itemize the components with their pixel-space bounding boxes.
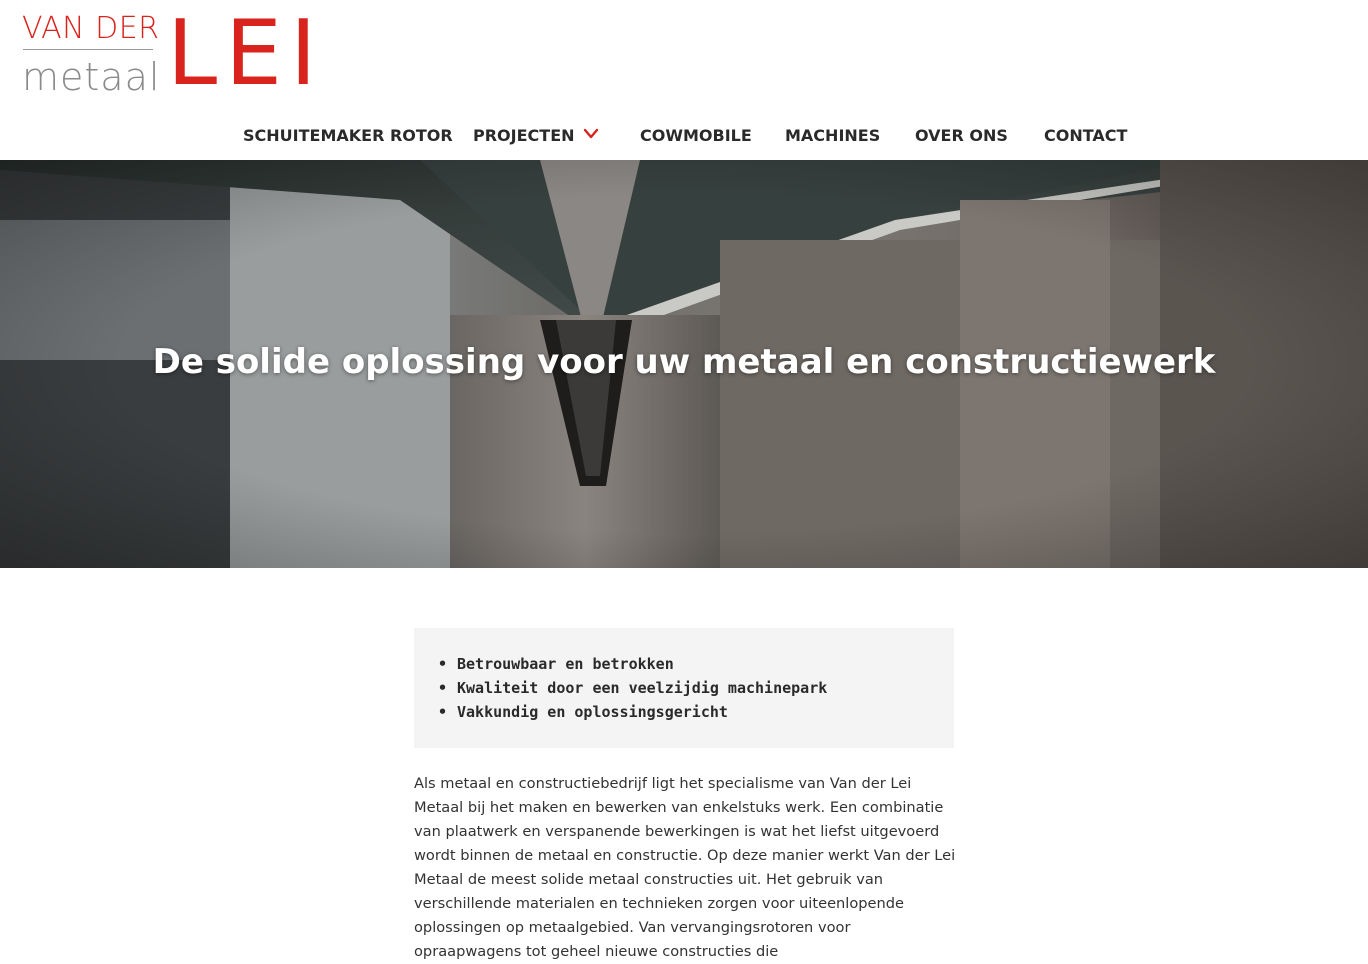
usp-item <box>438 700 930 724</box>
usp-item <box>438 652 930 676</box>
logo-divider <box>23 49 153 50</box>
site-logo[interactable] <box>22 1 325 106</box>
bullet-icon: • <box>438 679 448 697</box>
usp-text: Betrouwbaar en betrokken <box>457 655 674 673</box>
usp-list <box>438 652 930 724</box>
hero-title: De solide oplossing voor uw metaal en constructiewerk <box>152 342 1216 382</box>
nav-item-contact[interactable]: CONTACT <box>1044 126 1128 145</box>
usp-text: Kwaliteit door een veelzijdig machinepark <box>457 679 828 697</box>
hero-banner <box>0 160 1368 568</box>
nav-item-schuitemaker-rotor[interactable]: SCHUITEMAKER ROTOR <box>243 126 453 145</box>
nav-item-cowmobile[interactable]: COWMOBILE <box>640 126 752 145</box>
main-nav <box>0 112 1368 160</box>
usp-item <box>438 676 930 700</box>
site-header <box>0 0 1368 160</box>
nav-item-machines[interactable]: MACHINES <box>785 126 881 145</box>
logo-van-der: VAN DER <box>22 11 160 46</box>
bullet-icon: • <box>438 703 448 721</box>
usp-box <box>414 628 954 748</box>
usp-text: Vakkundig en oplossingsgericht <box>457 703 728 721</box>
logo-metaal: metaal <box>22 55 161 99</box>
nav-item-projecten[interactable]: PROJECTEN <box>473 126 575 145</box>
logo-lei: LEI <box>167 1 325 106</box>
nav-item-over-ons[interactable]: OVER ONS <box>915 126 1008 145</box>
bullet-icon: • <box>438 655 448 673</box>
intro-paragraph: Als metaal en constructiebedrijf ligt het specialisme van Van der Lei Metaal bij het maken en bewerken van enkelstuks werk. Een combinatie van plaatwerk en verspanende bewerkingen is wat het liefst uitgevoerd wordt binnen de metaal en constructie. Op deze manier werkt Van der Lei Metaal de meest solide metaal constructies uit. Het gebruik van verschillende materialen en technieken zorgen voor uiteenlopende oplossingen op metaalgebied. Van vervangingsrotoren voor opraapwagens tot geheel nieuwe constructies die <box>414 775 956 960</box>
chevron-down-icon[interactable] <box>582 126 600 140</box>
